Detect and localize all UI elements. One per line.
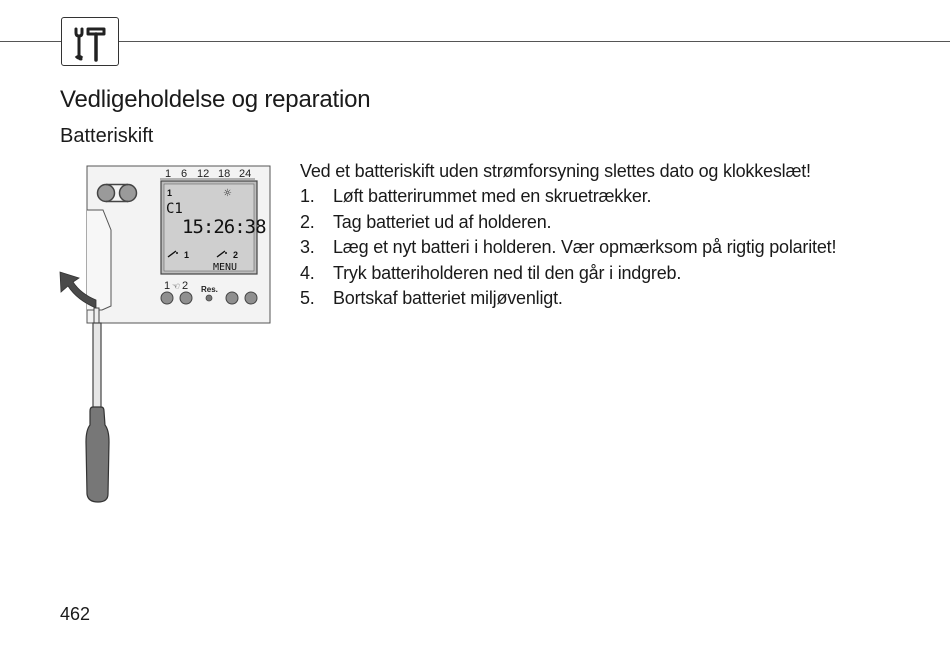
channel-1-label: 1 — [184, 250, 190, 260]
device-button-left — [161, 292, 173, 304]
program-label: C1 — [166, 201, 183, 217]
button-label-right: 2 — [182, 280, 189, 292]
scale-label: 1 — [165, 168, 172, 180]
sun-icon: ☼ — [223, 188, 232, 199]
hand-icon: ☜ — [172, 282, 181, 292]
reset-button — [206, 295, 212, 301]
page-number: 462 — [60, 604, 91, 624]
clock-time: 15:26:38 — [182, 216, 266, 238]
display-top-label: 1 — [167, 188, 173, 198]
step-number: 5. — [300, 288, 315, 308]
list-item — [300, 288, 836, 314]
page-title: Vedligeholdelse og reparation — [60, 86, 371, 113]
button-label-left: 1 — [164, 280, 171, 292]
step-number: 3. — [300, 237, 315, 257]
scale-label: 24 — [239, 168, 252, 180]
step-text: Tag batteriet ud af holderen. — [333, 211, 552, 232]
step-text: Læg et nyt batteri i holderen. Vær opmærksom på rigtig polaritet! — [333, 237, 837, 257]
device-button — [226, 292, 238, 304]
scale-label: 12 — [197, 168, 210, 180]
section-subtitle: Batteriskift — [60, 125, 154, 147]
device-button-right — [180, 292, 192, 304]
step-number: 1. — [300, 186, 315, 206]
battery-change-illustration — [55, 160, 280, 510]
scale-label: 6 — [181, 168, 188, 180]
tools-icon — [62, 18, 118, 65]
list-item — [300, 263, 836, 289]
step-number: 4. — [300, 262, 315, 283]
battery-lid — [87, 210, 111, 310]
header-rule — [0, 41, 950, 42]
section-badge — [61, 17, 119, 66]
intro-warning: Ved et batteriskift uden strømforsyning slettes dato og klokkeslæt! — [300, 161, 811, 181]
scale-label: 18 — [218, 168, 231, 180]
list-item — [300, 237, 836, 263]
list-item — [300, 212, 836, 238]
menu-label: MENU — [213, 262, 238, 273]
step-text: Tryk batteriholderen ned til den går i indgreb. — [333, 262, 682, 283]
step-text: Løft batterirummet med en skruetrækker. — [333, 186, 652, 206]
steps-list — [300, 186, 836, 314]
battery-contact-icon — [120, 185, 137, 202]
device-button — [245, 292, 257, 304]
step-text: Bortskaf batteriet miljøvenligt. — [333, 288, 563, 308]
battery-contact-icon — [98, 185, 115, 202]
list-item — [300, 186, 836, 212]
step-number: 2. — [300, 211, 315, 232]
screwdriver-icon — [86, 308, 109, 502]
channel-2-label: 2 — [233, 250, 239, 260]
reset-label: Res. — [201, 285, 218, 294]
